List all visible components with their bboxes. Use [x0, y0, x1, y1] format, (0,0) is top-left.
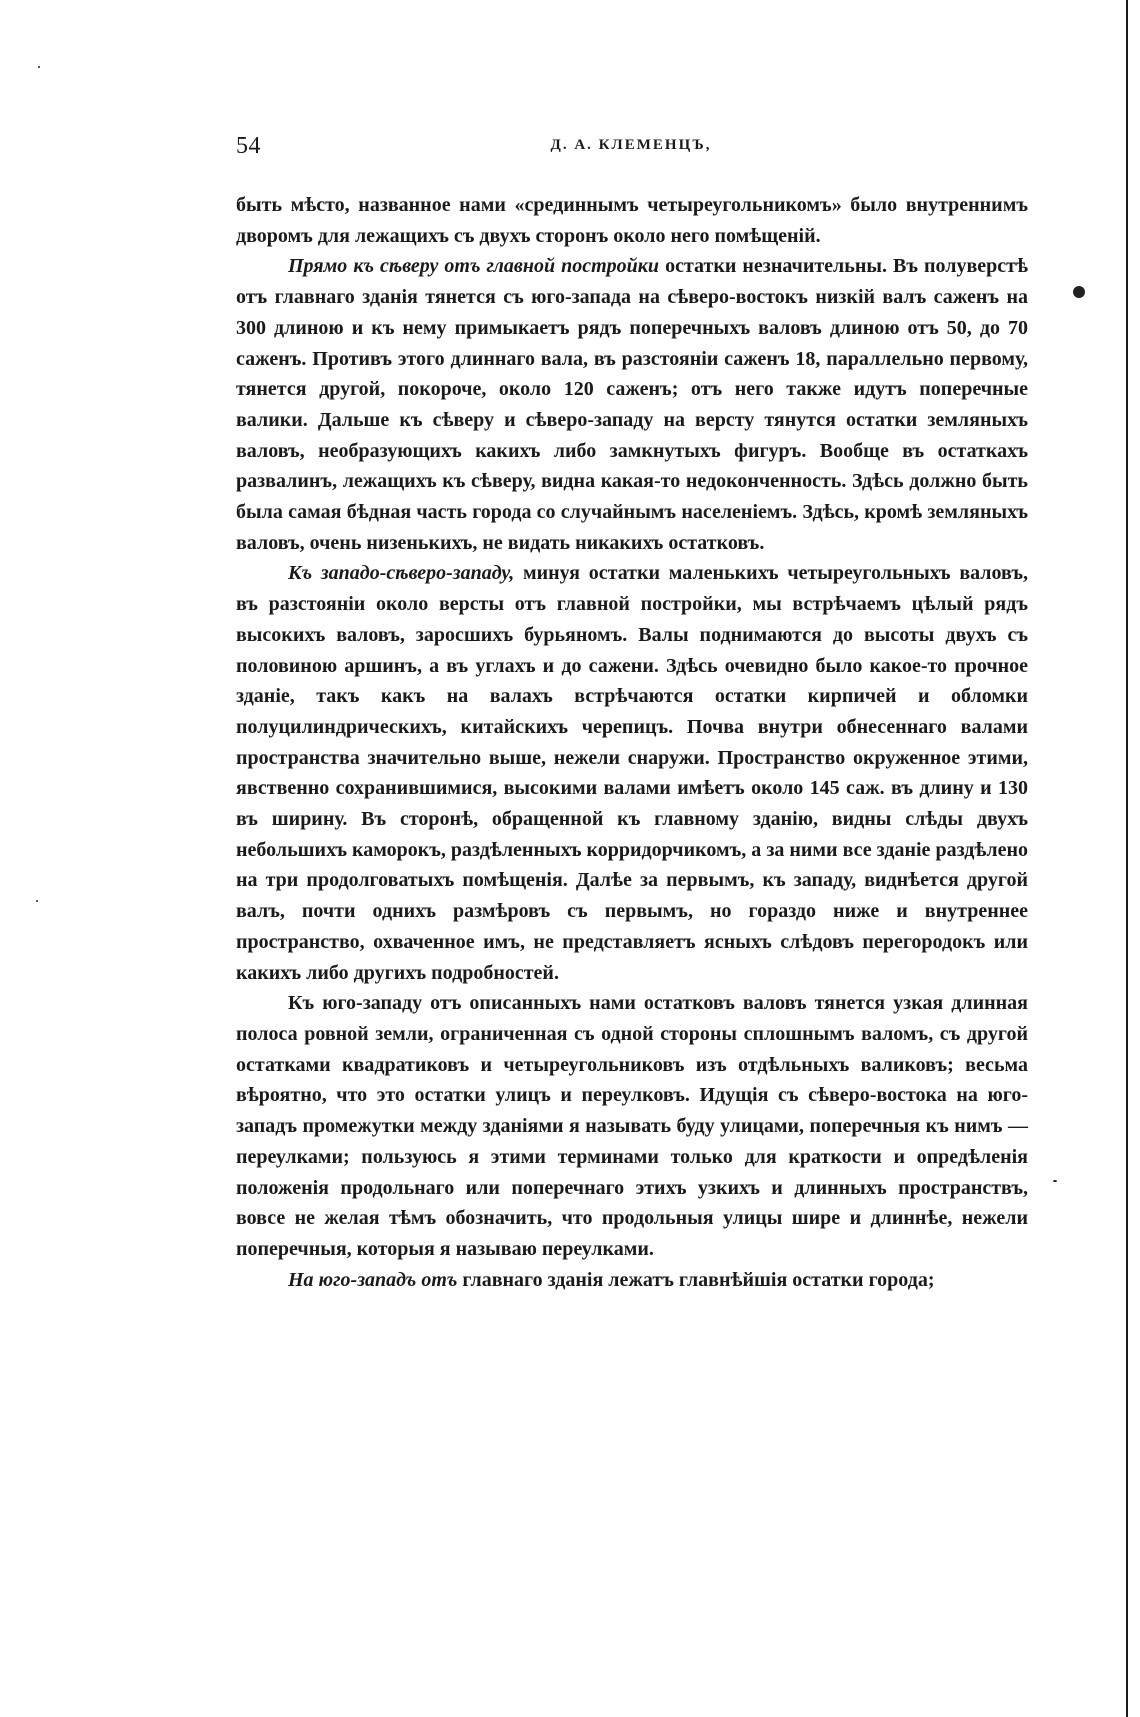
ink-speck	[1053, 1180, 1057, 1182]
page-edge-line	[1126, 0, 1128, 1717]
paragraph-lead: Прямо къ сѣверу отъ главной постройки	[288, 255, 660, 278]
paragraph	[236, 190, 1028, 251]
paragraph	[236, 988, 1028, 1264]
ink-speck	[36, 900, 38, 902]
paragraph-text: быть мѣсто, названное нами «срединнымъ четыреугольникомъ» было внутреннимъ дворомъ для лежащихъ съ двухъ сторонъ около него помѣщеній.	[236, 194, 1028, 247]
paragraph-text: минуя остатки маленькихъ четыреугольныхъ валовъ, въ разстояніи около версты отъ главной постройки, мы встрѣчаемъ цѣлый рядъ высокихъ валовъ, заросшихъ бурьяномъ. Валы поднимаются до высоты двухъ съ половиною аршинъ, а въ углахъ и до сажени. Здѣсь очевидно было какое-то прочное зданіе, такъ какъ на валахъ встрѣчаются остатки кирпичей и обломки полуцилиндрическихъ, китайскихъ черепицъ. Почва внутри обнесеннаго валами пространства значительно выше, нежели снаружи. Пространство окруженное этими, явственно сохранившимися, высокими валами имѣетъ около 145 саж. въ длину и 130 въ ширину. Въ сторонѣ, обращенной къ главному зданію, видны слѣды двухъ небольшихъ каморокъ, раздѣленныхъ корридорчикомъ, а за ними все зданіе раздѣлено на три продолговатыхъ помѣщенія. Далѣе за первымъ, къ западу, виднѣется другой валъ, почти однихъ размѣровъ съ первымъ, но гораздо ниже и внутреннее пространство, охваченное имъ, не представляетъ ясныхъ слѣдовъ перегородокъ или какихъ либо другихъ подробностей.	[236, 562, 1028, 984]
paragraph-lead: Къ западо-сѣверо-западу,	[288, 562, 515, 585]
paragraph	[236, 251, 1028, 558]
paragraph-text: главнаго зданія лежатъ главнѣйшія остатки города;	[457, 1268, 935, 1291]
page-number: 54	[236, 133, 261, 159]
paragraph-text: остатки незначительны. Въ полуверстѣ отъ главнаго зданія тянется съ юго-запада на сѣверо-востокъ низкій валъ саженъ на 300 длиною и къ нему примыкаетъ рядъ поперечныхъ валовъ длиною отъ 50, до 70 саженъ. Противъ этого длиннаго вала, въ разстояніи саженъ 18, параллельно первому, тянется другой, покороче, около 120 саженъ; отъ него также идутъ поперечные валики. Дальше къ сѣверу и сѣверо-западу на версту тянутся остатки земляныхъ валовъ, необразующихъ какихъ либо замкнутыхъ фигуръ. Вообще въ остаткахъ развалинъ, лежащихъ къ сѣверу, видна какая-то недоконченность. Здѣсь должно быть была самая бѣдная часть города со случайнымъ населеніемъ. Здѣсь, кромѣ земляныхъ валовъ, очень низенькихъ, не видать никакихъ остатковъ.	[236, 255, 1028, 554]
page-header	[236, 133, 1026, 167]
paragraph	[236, 558, 1028, 988]
ink-speck	[38, 66, 40, 68]
paragraph	[236, 1265, 1028, 1296]
paragraph-lead: На юго-западъ отъ	[288, 1268, 458, 1291]
paragraph-text: Къ юго-западу отъ описанныхъ нами остатковъ валовъ тянется узкая длинная полоса ровной земли, ограниченная съ одной стороны сплошнымъ валомъ, съ другой остатками квадратиковъ и четыреугольниковъ изъ отдѣльныхъ валиковъ; весьма вѣроятно, что это остатки улицъ и переулковъ. Идущія съ сѣверо-востока на юго-западъ промежутки между зданіями я называть буду улицами, поперечныя къ нимъ — переулками; пользуюсь я этими терминами только для краткости и опредѣленія положенія продольнаго или поперечнаго этихъ узкихъ и длинныхъ пространствъ, вовсе не желая тѣмъ обозначить, что продольныя улицы шире и длиннѣе, нежели поперечныя, которыя я называю переулками.	[236, 992, 1028, 1260]
body-text	[236, 190, 1028, 1295]
running-title: Д. А. КЛЕМЕНЦЪ,	[550, 137, 712, 153]
ink-speck	[1073, 286, 1085, 298]
